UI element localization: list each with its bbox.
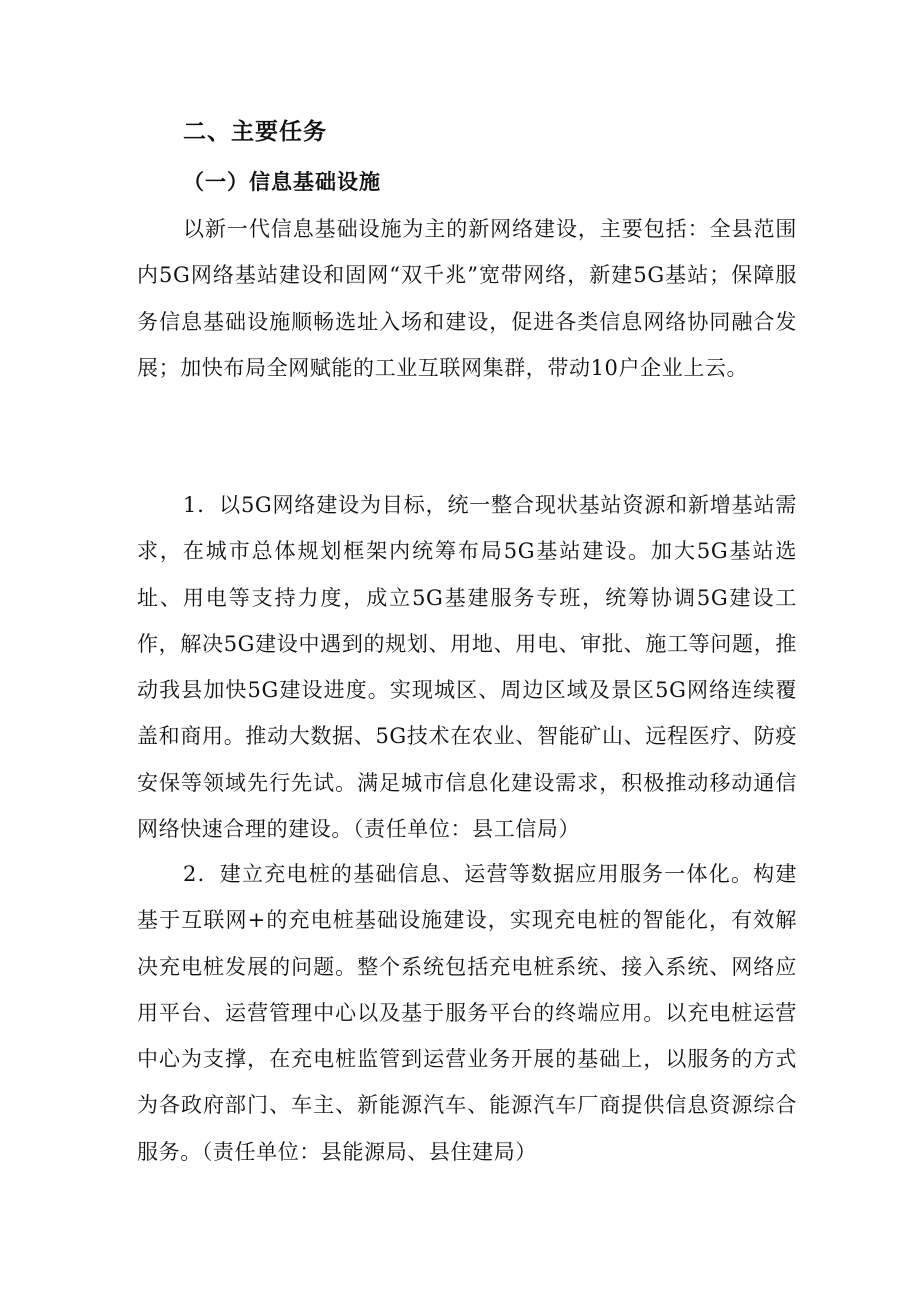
paragraph-item-1-5g: 1．以5G网络建设为目标，统一整合现状基站资源和新增基站需求，在城市总体规划框架内统筹布局5G基站建设。加大5G基站选址、用电等支持力度，成立5G基建服务专班，统筹协调5G建设工作，解决5G建设中遇到的规划、用地、用电、审批、施工等问题，推动我县加快5G建设进度。实现城区、周边区域及景区5G网络连续覆盖和商用。推动大数据、5G技术在农业、智能矿山、远程医疗、防疫安保等领域先行先试。满足城市信息化建设需求，积极推动移动通信网络快速合理的建设。（责任单位：县工信局） [137,493,797,842]
paragraph-item-2-charging: 2．建立充电桩的基础信息、运营等数据应用服务一体化。构建基于互联网+的充电桩基础设施建设，实现充电桩的智能化，有效解决充电桩发展的问题。整个系统包括充电桩系统、接入系统、网络应用平台、运营管理中心以及基于服务平台的终端应用。以充电桩运营中心为支撑，在充电桩监管到运营业务开展的基础上，以服务的方式为各政府部门、车主、新能源汽车、能源汽车厂商提供信息资源综合服务。（责任单位：县能源局、县住建局） [137,862,797,1164]
paragraph-overview: 以新一代信息基础设施为主的新网络建设，主要包括：全县范围内5G网络基站建设和固网“双千兆”宽带网络，新建5G基站；保障服务信息基础设施顺畅选址入场和建设，促进各类信息网络协同融合发展；加快布局全网赋能的工业互联网集群，带动10户企业上云。 [137,217,797,380]
sub-heading: （一）信息基础设施 [183,169,381,194]
section-heading: 二、主要任务 [183,119,327,145]
